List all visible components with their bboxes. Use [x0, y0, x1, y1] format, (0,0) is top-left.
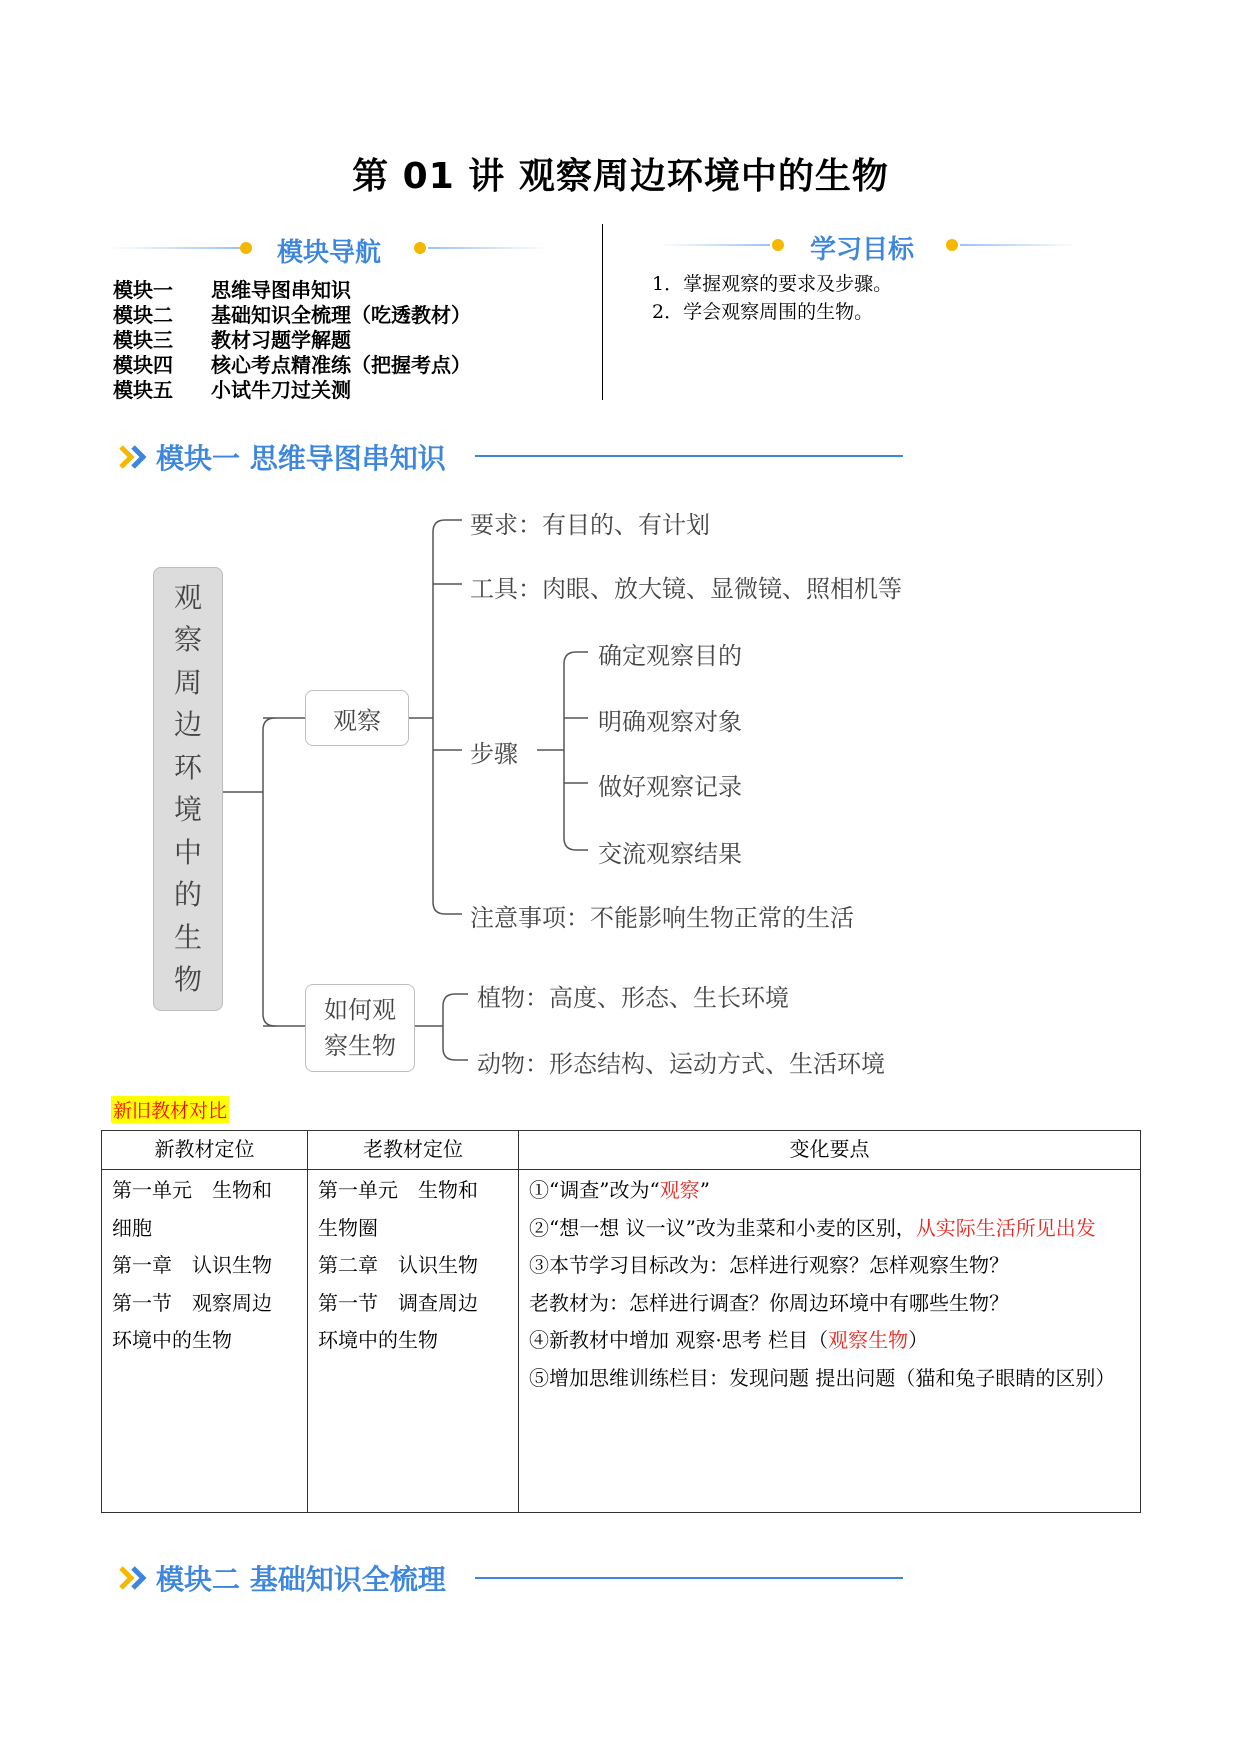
mindmap-step: 做好观察记录 [598, 773, 742, 801]
nav-item[interactable]: 模块四 核心考点精准练（把握考点） [113, 353, 471, 377]
page-title: 第 01 讲 观察周边环境中的生物 [352, 156, 889, 197]
column-header: 老教材定位 [308, 1131, 519, 1170]
mindmap-node-steps: 步骤 [470, 740, 518, 768]
mindmap-node-animal: 动物：形态结构、运动方式、生活环境 [477, 1050, 885, 1078]
nav-heading: 模块导航 [277, 238, 382, 268]
mindmap-node-plant: 植物：高度、形态、生长环境 [477, 984, 789, 1012]
mindmap-step: 交流观察结果 [598, 840, 742, 868]
mindmap-node-note: 注意事项：不能影响生物正常的生活 [470, 904, 854, 932]
compare-table [101, 1130, 1141, 1513]
mindmap-step: 明确观察对象 [598, 708, 742, 736]
mindmap-node-requirement: 要求：有目的、有计划 [470, 511, 710, 539]
mindmap-node-tools: 工具：肉眼、放大镜、显微镜、照相机等 [470, 575, 902, 603]
compare-label: 新旧教材对比 [111, 1096, 229, 1123]
mindmap-node-observe: 观察 [305, 690, 409, 746]
change-item: ②“想一想 议一议”改为韭菜和小麦的区别，从实际生活所见出发 [529, 1215, 1096, 1240]
table-row [102, 1170, 1141, 1513]
change-item: ⑤增加思维训练栏目：发现问题 提出问题（猫和兔子眼睛的区别） [529, 1365, 1116, 1390]
column-header: 新教材定位 [102, 1131, 308, 1170]
new-textbook-cell: 第一单元 生物和 细胞 第一章 认识生物 第一节 观察周边 环境中的生物 [102, 1170, 308, 1513]
module2-heading: 模块二 基础知识全梳理 [156, 1563, 446, 1596]
goal-item: 1．掌握观察的要求及步骤。 [652, 273, 893, 295]
change-item: ④新教材中增加 观察·思考 栏目（观察生物） [529, 1328, 929, 1352]
nav-item[interactable]: 模块二 基础知识全梳理（吃透教材） [113, 303, 471, 327]
chevron-double-icon [117, 1564, 153, 1594]
module1-heading: 模块一 思维导图串知识 [156, 442, 446, 475]
module2-rule [475, 1577, 903, 1579]
changes-cell [519, 1170, 1141, 1513]
goals-heading: 学习目标 [810, 235, 915, 265]
nav-item[interactable]: 模块五 小试牛刀过关测 [113, 378, 351, 402]
change-item: 老教材为：怎样进行调查？你周边环境中有哪些生物？ [529, 1290, 1009, 1315]
table-header-row [102, 1131, 1141, 1170]
column-header: 变化要点 [519, 1131, 1141, 1170]
change-item: ①“调查”改为“观察” [529, 1178, 710, 1202]
mindmap-node-how: 如何观 察生物 [305, 984, 415, 1072]
goal-item: 2．学会观察周围的生物。 [652, 301, 874, 323]
change-item: ③本节学习目标改为：怎样进行观察？怎样观察生物？ [529, 1253, 1009, 1277]
old-textbook-cell: 第一单元 生物和 生物圈 第二章 认识生物 第一节 调查周边 环境中的生物 [308, 1170, 519, 1513]
mindmap-root: 观 察 周 边 环 境 中 的 生 物 [153, 567, 223, 1011]
mindmap-step: 确定观察目的 [598, 642, 742, 670]
nav-item[interactable]: 模块一 思维导图串知识 [113, 278, 351, 302]
nav-item[interactable]: 模块三 教材习题学解题 [113, 328, 351, 352]
